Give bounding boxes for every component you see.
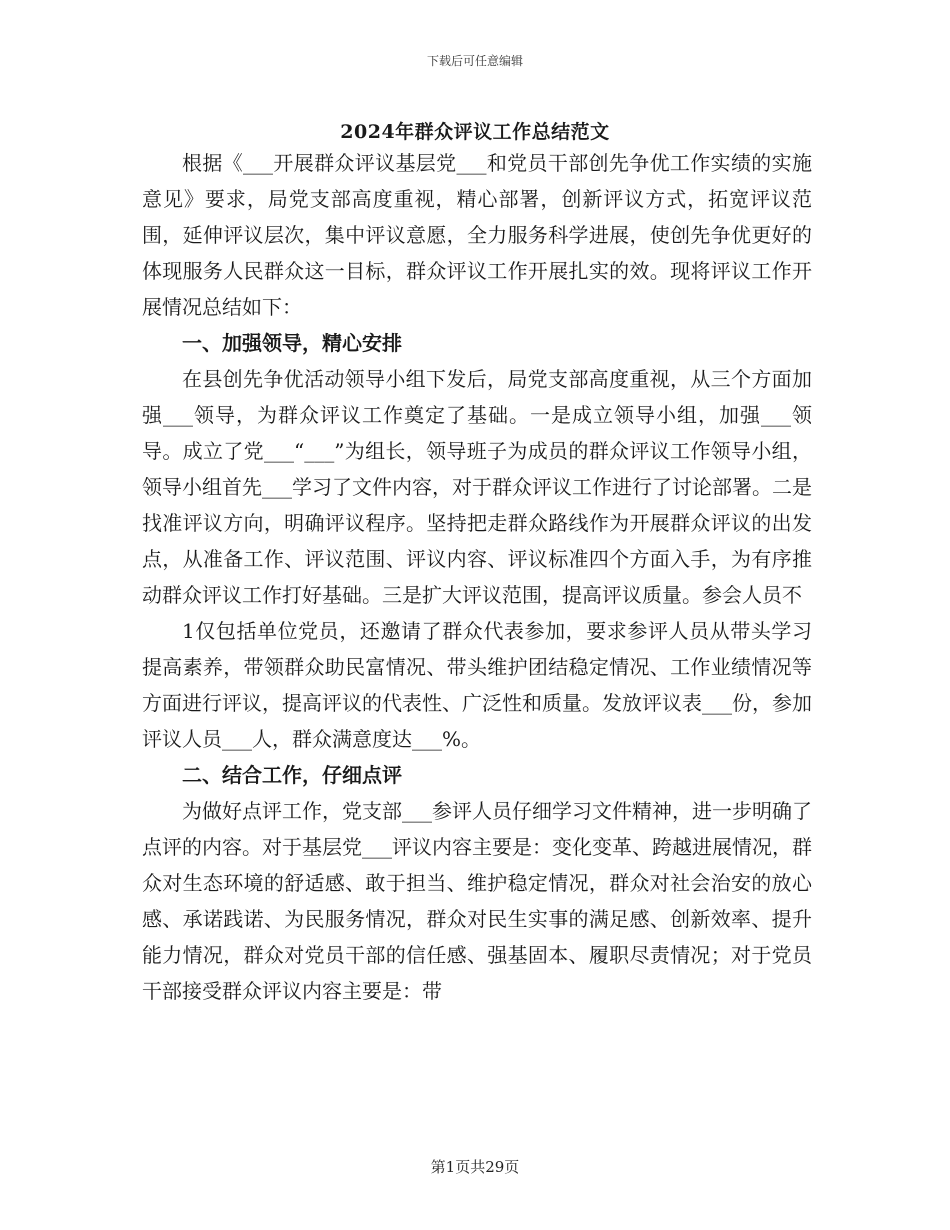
page-number-footer: 第1页共29页 bbox=[430, 1158, 520, 1176]
section-2-paragraph: 为做好点评工作，党支部___参评人员仔细学习文件精神，进一步明确了点评的内容。对于基层党___评议内容主要是：变化变革、跨越进展情况，群众对生态环境的舒适感、敢于担当、维护稳定情况，群众对社会治安的放心感、承诺践诺、为民服务情况，群众对民生实事的满足感、创新效率、提升能力情况，群众对党员干部的信任感、强基固本、履职尽责情况；对于党员干部接受群众评议内容主要是：带 bbox=[142, 799, 812, 1003]
document-title: 2024年群众评议工作总结范文 bbox=[340, 121, 610, 143]
header-note: 下载后可任意编辑 bbox=[426, 54, 523, 68]
section-heading-1: 一、加强领导，精心安排 bbox=[182, 331, 402, 355]
section-1-paragraph: 在县创先争优活动领导小组下发后，局党支部高度重视，从三个方面加强___领导，为群众评议工作奠定了基础。一是成立领导小组，加强___领导。成立了党___“___”为组长，领导班子为成员的群众评议工作领导小组，领导小组首先___学习了文件内容，对于群众评议工作进行了讨论部署。二是找准评议方向，明确评议程序。坚持把走群众路线作为开展群众评议的出发点，从准备工作、评议范围、评议内容、评议标准四个方面入手，为有序推动群众评议工作打好基础。三是扩大评议范围，提高评议质量。参会人员不 bbox=[142, 367, 812, 607]
section-heading-2: 二、结合工作，仔细点评 bbox=[182, 763, 402, 787]
section-1-continued-paragraph: 1仅包括单位党员，还邀请了群众代表参加，要求参评人员从带头学习提高素养，带领群众助民富情况、带头维护团结稳定情况、工作业绩情况等方面进行评议，提高评议的代表性、广泛性和质量。发放评议表___份，参加评议人员___人，群众满意度达___%。 bbox=[142, 619, 812, 751]
intro-paragraph: 根据《___开展群众评议基层党___和党员干部创先争优工作实绩的实施意见》要求，局党支部高度重视，精心部署，创新评议方式，拓宽评议范围，延伸评议层次，集中评议意愿，全力服务科学进展，使创先争优更好的体现服务人民群众这一目标，群众评议工作开展扎实的效。现将评议工作开展情况总结如下： bbox=[142, 151, 812, 319]
document-body bbox=[142, 145, 812, 1009]
